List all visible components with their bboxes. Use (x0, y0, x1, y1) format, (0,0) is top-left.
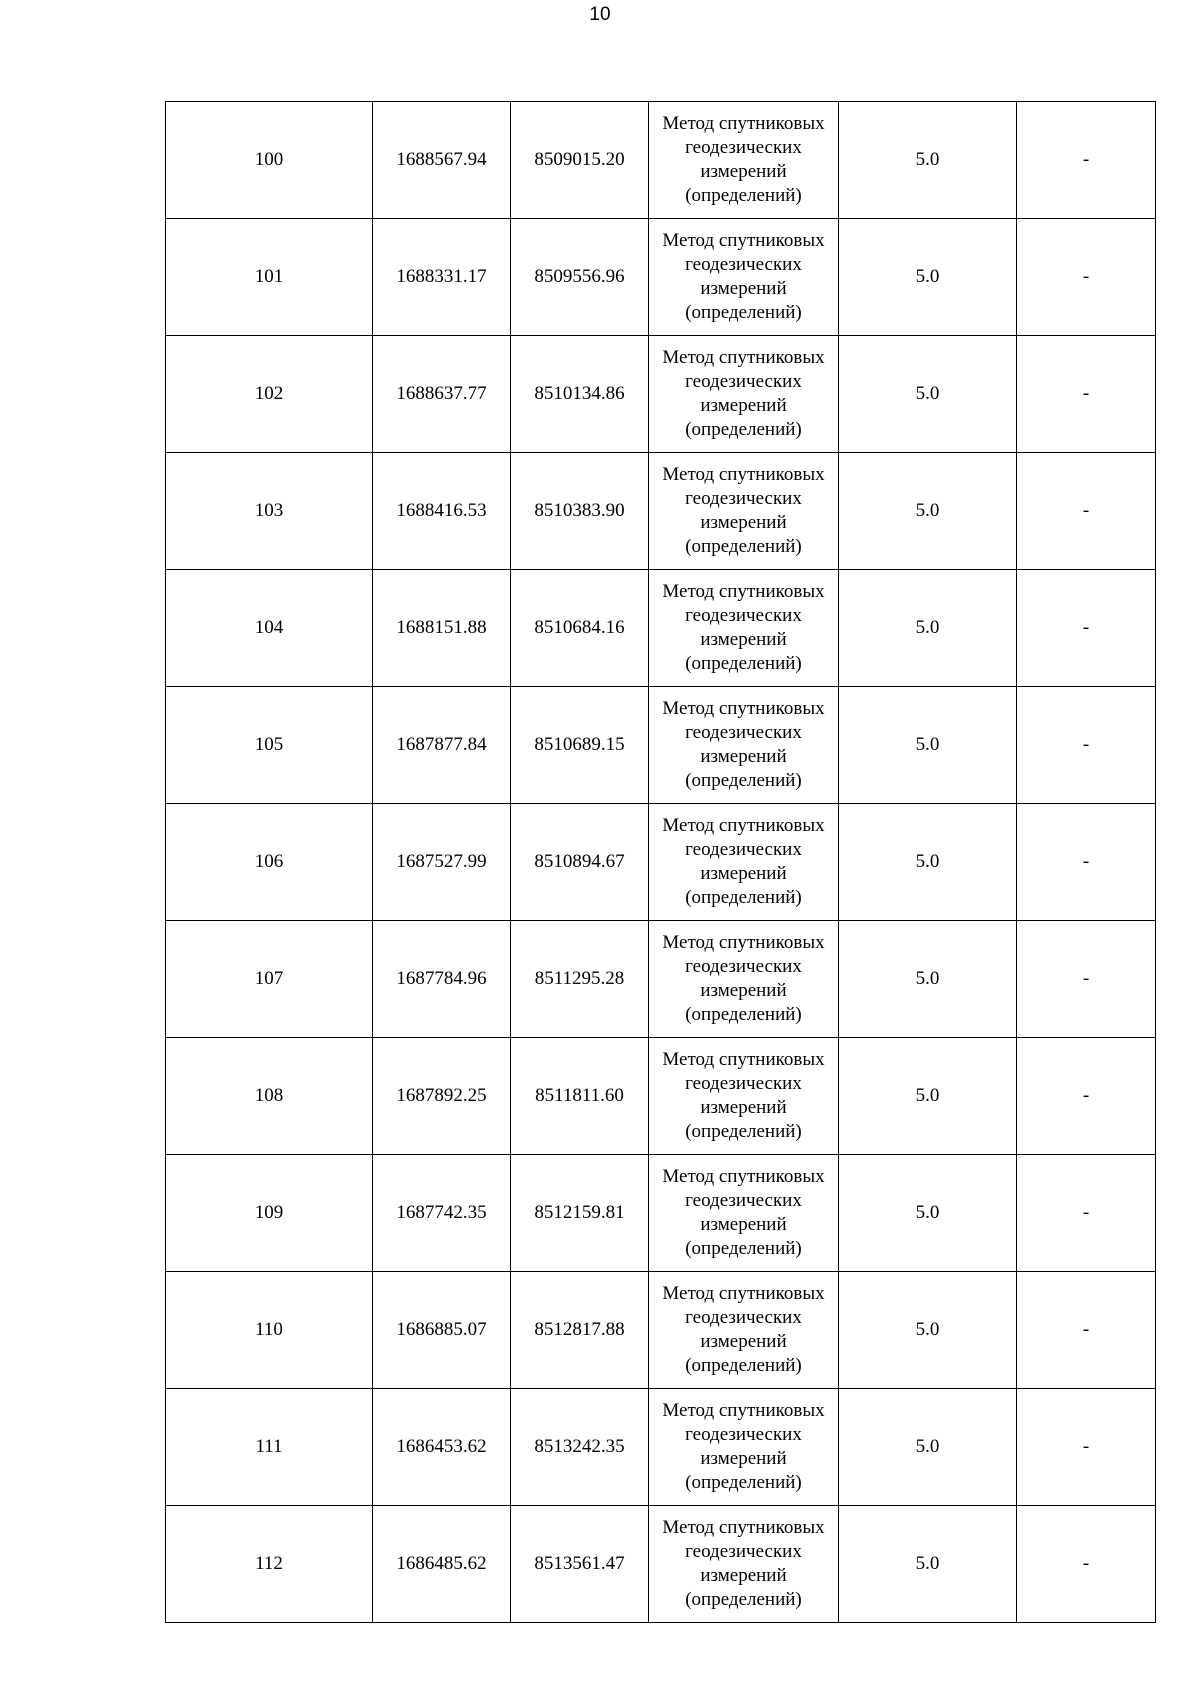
accuracy-cell: 5.0 (839, 1506, 1017, 1623)
table-row (166, 102, 1156, 219)
table-row (166, 336, 1156, 453)
point-number-cell: 104 (166, 570, 373, 687)
x-coordinate-cell: 1686485.62 (373, 1506, 511, 1623)
point-number-cell: 105 (166, 687, 373, 804)
y-coordinate-cell: 8510894.67 (511, 804, 649, 921)
method-cell: Метод спутниковых геодезических измерений (определений) (649, 336, 839, 453)
description-cell: - (1017, 804, 1156, 921)
description-cell: - (1017, 921, 1156, 1038)
y-coordinate-cell: 8512159.81 (511, 1155, 649, 1272)
coordinates-table-body (166, 102, 1156, 1623)
table-row (166, 1155, 1156, 1272)
coordinates-table (165, 101, 1156, 1623)
method-cell: Метод спутниковых геодезических измерений (определений) (649, 1389, 839, 1506)
description-cell: - (1017, 1389, 1156, 1506)
description-cell: - (1017, 102, 1156, 219)
method-cell: Метод спутниковых геодезических измерений (определений) (649, 1155, 839, 1272)
method-cell: Метод спутниковых геодезических измерений (определений) (649, 687, 839, 804)
method-cell: Метод спутниковых геодезических измерений (определений) (649, 102, 839, 219)
table-row (166, 453, 1156, 570)
point-number-cell: 101 (166, 219, 373, 336)
y-coordinate-cell: 8510134.86 (511, 336, 649, 453)
table-row (166, 1506, 1156, 1623)
x-coordinate-cell: 1686885.07 (373, 1272, 511, 1389)
y-coordinate-cell: 8513242.35 (511, 1389, 649, 1506)
x-coordinate-cell: 1687784.96 (373, 921, 511, 1038)
accuracy-cell: 5.0 (839, 102, 1017, 219)
table-row (166, 1272, 1156, 1389)
description-cell: - (1017, 453, 1156, 570)
table-row (166, 921, 1156, 1038)
x-coordinate-cell: 1688331.17 (373, 219, 511, 336)
point-number-cell: 107 (166, 921, 373, 1038)
point-number-cell: 108 (166, 1038, 373, 1155)
description-cell: - (1017, 687, 1156, 804)
accuracy-cell: 5.0 (839, 453, 1017, 570)
y-coordinate-cell: 8510383.90 (511, 453, 649, 570)
x-coordinate-cell: 1688567.94 (373, 102, 511, 219)
description-cell: - (1017, 570, 1156, 687)
method-cell: Метод спутниковых геодезических измерений (определений) (649, 1272, 839, 1389)
table-row (166, 219, 1156, 336)
method-cell: Метод спутниковых геодезических измерений (определений) (649, 1038, 839, 1155)
y-coordinate-cell: 8509556.96 (511, 219, 649, 336)
accuracy-cell: 5.0 (839, 219, 1017, 336)
y-coordinate-cell: 8511295.28 (511, 921, 649, 1038)
table-row (166, 1038, 1156, 1155)
accuracy-cell: 5.0 (839, 921, 1017, 1038)
point-number-cell: 103 (166, 453, 373, 570)
accuracy-cell: 5.0 (839, 1038, 1017, 1155)
x-coordinate-cell: 1687742.35 (373, 1155, 511, 1272)
description-cell: - (1017, 336, 1156, 453)
point-number-cell: 112 (166, 1506, 373, 1623)
y-coordinate-cell: 8510684.16 (511, 570, 649, 687)
method-cell: Метод спутниковых геодезических измерений (определений) (649, 1506, 839, 1623)
method-cell: Метод спутниковых геодезических измерений (определений) (649, 921, 839, 1038)
x-coordinate-cell: 1687527.99 (373, 804, 511, 921)
accuracy-cell: 5.0 (839, 570, 1017, 687)
accuracy-cell: 5.0 (839, 336, 1017, 453)
point-number-cell: 109 (166, 1155, 373, 1272)
accuracy-cell: 5.0 (839, 1272, 1017, 1389)
method-cell: Метод спутниковых геодезических измерений (определений) (649, 453, 839, 570)
table-row (166, 687, 1156, 804)
description-cell: - (1017, 1272, 1156, 1389)
method-cell: Метод спутниковых геодезических измерений (определений) (649, 219, 839, 336)
y-coordinate-cell: 8510689.15 (511, 687, 649, 804)
x-coordinate-cell: 1688637.77 (373, 336, 511, 453)
point-number-cell: 102 (166, 336, 373, 453)
method-cell: Метод спутниковых геодезических измерений (определений) (649, 570, 839, 687)
accuracy-cell: 5.0 (839, 1389, 1017, 1506)
y-coordinate-cell: 8512817.88 (511, 1272, 649, 1389)
table-row (166, 804, 1156, 921)
point-number-cell: 110 (166, 1272, 373, 1389)
y-coordinate-cell: 8511811.60 (511, 1038, 649, 1155)
y-coordinate-cell: 8513561.47 (511, 1506, 649, 1623)
accuracy-cell: 5.0 (839, 804, 1017, 921)
description-cell: - (1017, 219, 1156, 336)
description-cell: - (1017, 1038, 1156, 1155)
point-number-cell: 100 (166, 102, 373, 219)
point-number-cell: 106 (166, 804, 373, 921)
description-cell: - (1017, 1506, 1156, 1623)
accuracy-cell: 5.0 (839, 1155, 1017, 1272)
table-row (166, 1389, 1156, 1506)
description-cell: - (1017, 1155, 1156, 1272)
x-coordinate-cell: 1687892.25 (373, 1038, 511, 1155)
x-coordinate-cell: 1688151.88 (373, 570, 511, 687)
point-number-cell: 111 (166, 1389, 373, 1506)
x-coordinate-cell: 1688416.53 (373, 453, 511, 570)
x-coordinate-cell: 1686453.62 (373, 1389, 511, 1506)
method-cell: Метод спутниковых геодезических измерений (определений) (649, 804, 839, 921)
page-number: 10 (589, 4, 611, 25)
x-coordinate-cell: 1687877.84 (373, 687, 511, 804)
table-row (166, 570, 1156, 687)
accuracy-cell: 5.0 (839, 687, 1017, 804)
y-coordinate-cell: 8509015.20 (511, 102, 649, 219)
